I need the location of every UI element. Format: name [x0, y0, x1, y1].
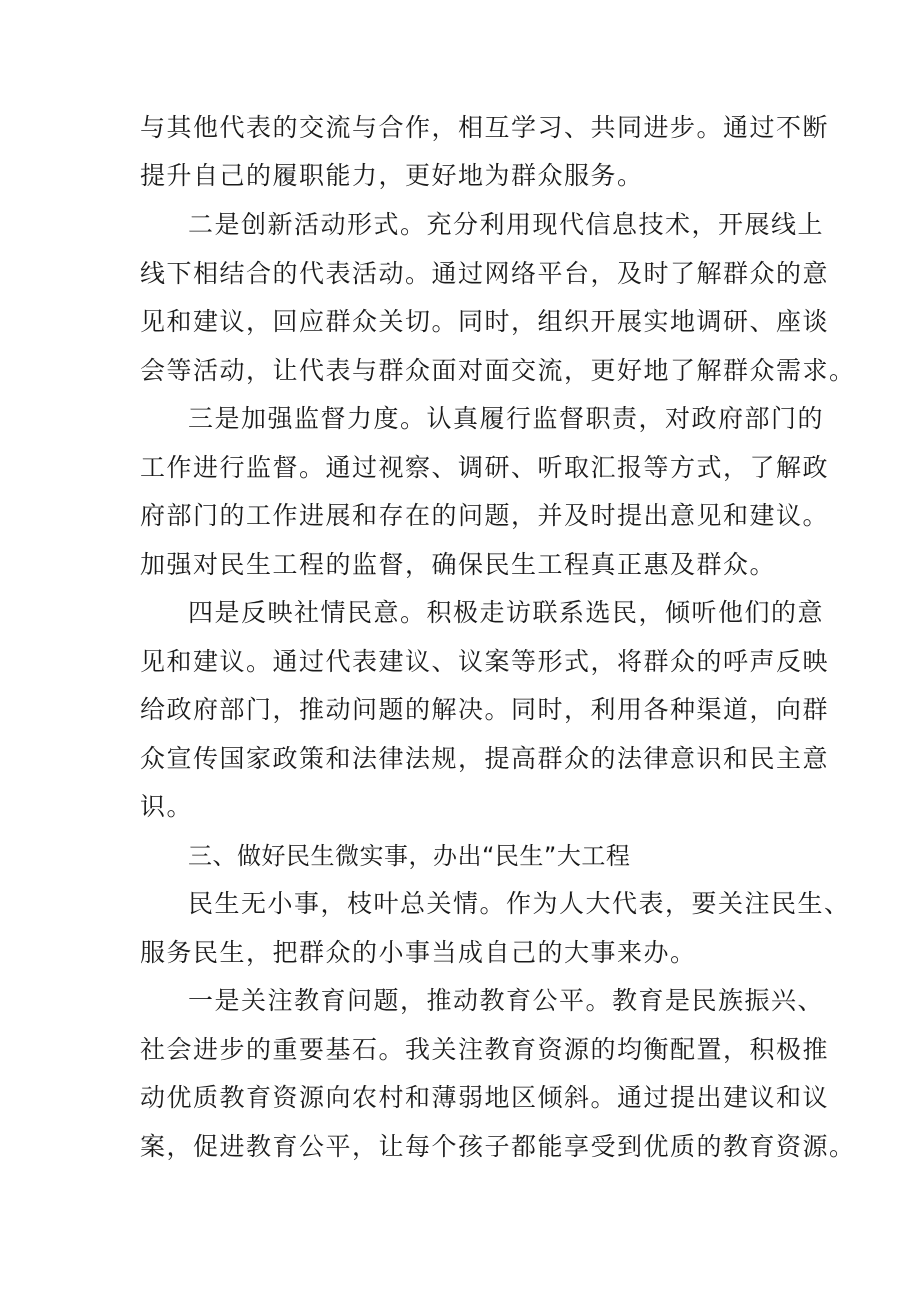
paragraph-line: 服务民生，把群众的小事当成自己的大事来办。: [140, 938, 697, 967]
paragraph-line: 见和建议，回应群众关切。同时，组织开展实地调研、座谈: [140, 307, 830, 336]
paragraph-line: 识。: [140, 792, 194, 821]
paragraph-line: 二是创新活动形式。充分利用现代信息技术，开展线上: [188, 210, 825, 239]
paragraph-line: 四是反映社情民意。积极走访联系选民，倾听他们的意: [188, 598, 825, 627]
paragraph-line: 与其他代表的交流与合作，相互学习、共同进步。通过不断: [140, 113, 830, 142]
paragraph-line: 府部门的工作进展和存在的问题，并及时提出意见和建议。: [140, 501, 830, 530]
paragraph-line: 提升自己的履职能力，更好地为群众服务。: [140, 161, 644, 190]
paragraph-line: 案，促进教育公平，让每个孩子都能享受到优质的教育资源。: [140, 1132, 856, 1161]
paragraph-line: 工作进行监督。通过视察、调研、听取汇报等方式，了解政: [140, 453, 830, 482]
paragraph-line: 民生无小事，枝叶总关情。作为人大代表，要关注民生、: [188, 889, 851, 918]
paragraph-line: 众宣传国家政策和法律法规，提高群众的法律意识和民主意: [140, 744, 830, 773]
paragraph-line: 社会进步的重要基石。我关注教育资源的均衡配置，积极推: [140, 1035, 830, 1064]
paragraph-line: 线下相结合的代表活动。通过网络平台，及时了解群众的意: [140, 259, 830, 288]
paragraph-line: 会等活动，让代表与群众面对面交流，更好地了解群众需求。: [140, 356, 856, 385]
section-heading: 三、做好民生微实事，办出“民生”大工程: [188, 842, 631, 870]
paragraph-line: 见和建议。通过代表建议、议案等形式，将群众的呼声反映: [140, 647, 830, 676]
paragraph-line: 加强对民生工程的监督，确保民生工程真正惠及群众。: [140, 550, 777, 579]
paragraph-line: 给政府部门，推动问题的解决。同时，利用各种渠道，向群: [140, 695, 830, 724]
paragraph-line: 三是加强监督力度。认真履行监督职责，对政府部门的: [188, 404, 825, 433]
paragraph-line: 一是关注教育问题，推动教育公平。教育是民族振兴、: [188, 986, 825, 1015]
paragraph-line: 动优质教育资源向农村和薄弱地区倾斜。通过提出建议和议: [140, 1083, 830, 1112]
